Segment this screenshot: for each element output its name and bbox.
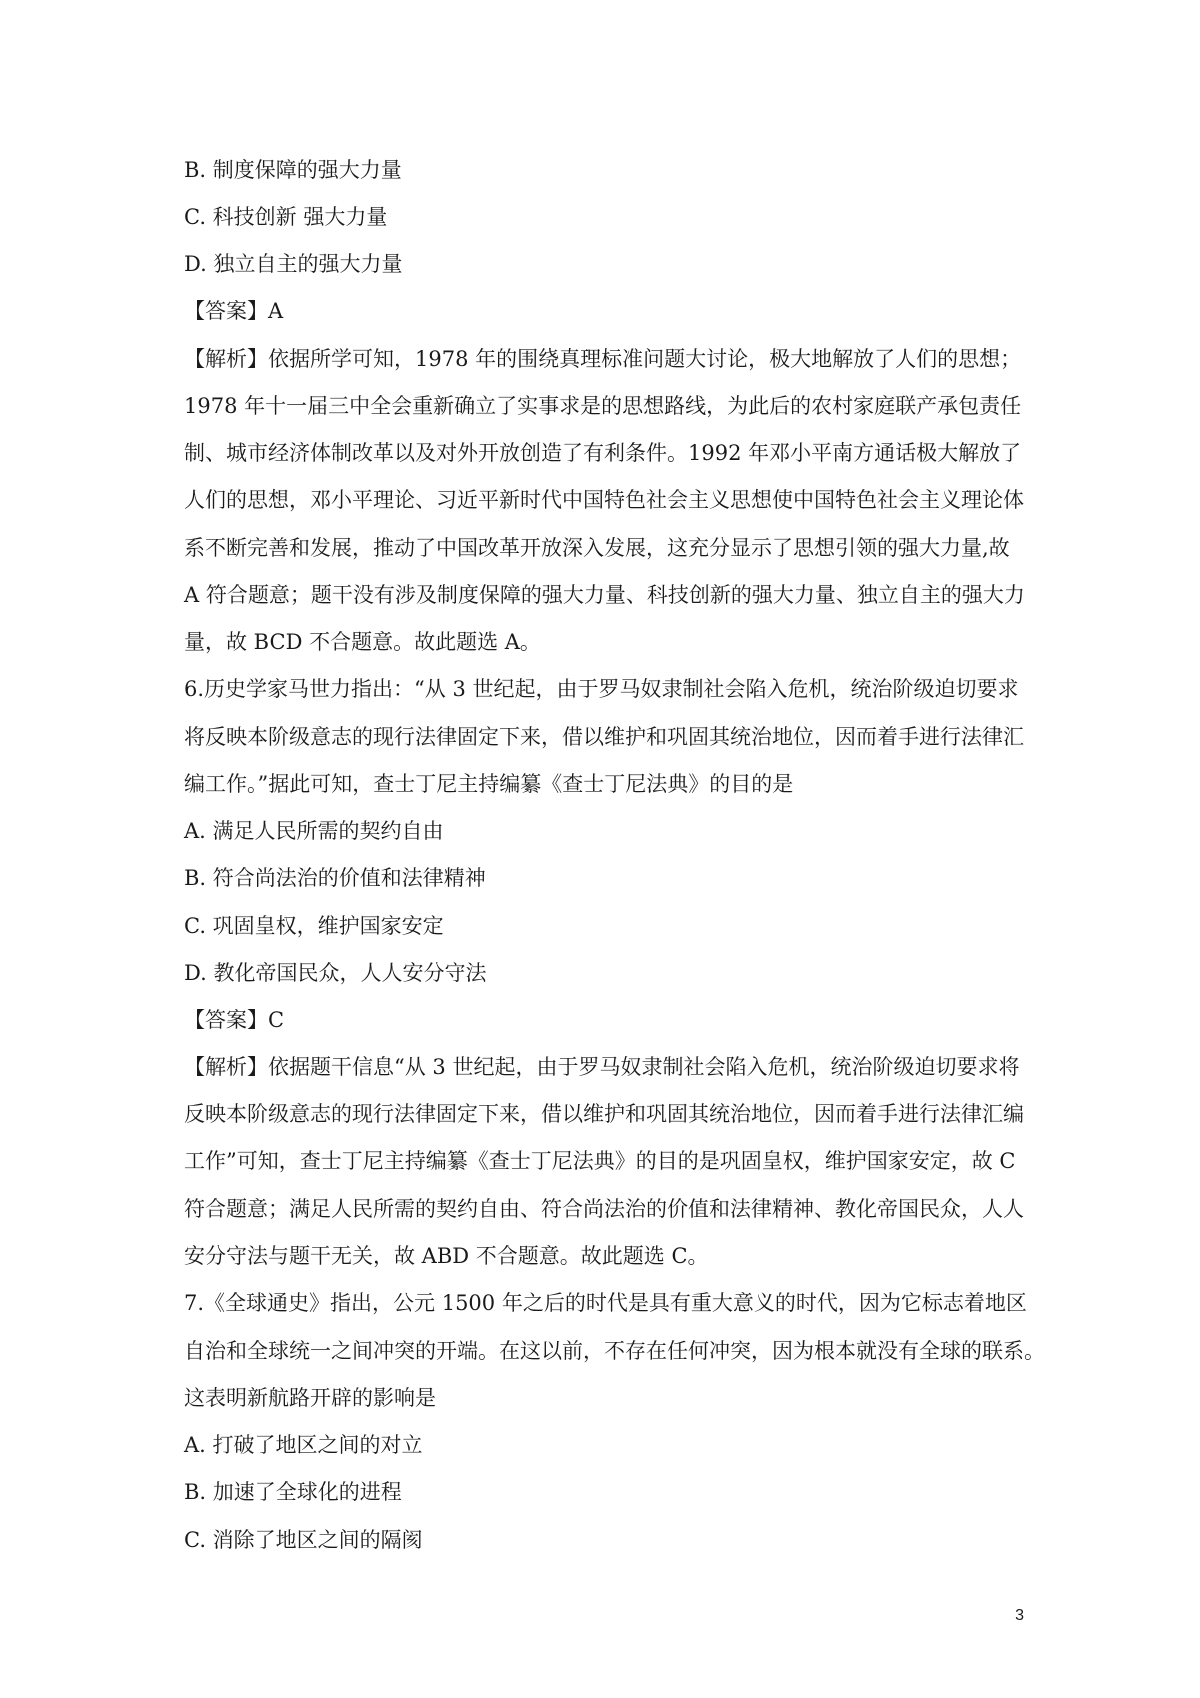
analysis-q5-line-7: 量，故 BCD 不合题意。故此题选 A。: [184, 630, 541, 654]
option-a-q6: A. 满足人民所需的契约自由: [184, 819, 444, 843]
analysis-q6-line-2: 反映本阶级意志的现行法律固定下来，借以维护和巩固其统治地位，因而着手进行法律汇编: [184, 1102, 1024, 1126]
analysis-q6-line-1: 【解析】依据题干信息“从 3 世纪起，由于罗马奴隶制社会陷入危机，统治阶级迫切要求将: [184, 1055, 1020, 1079]
page-number: 3: [1015, 1607, 1024, 1624]
analysis-q5-line-6: A 符合题意；题干没有涉及制度保障的强大力量、科技创新的强大力量、独立自主的强大力: [184, 583, 1025, 607]
analysis-q6-line-4: 符合题意；满足人民所需的契约自由、符合尚法治的价值和法律精神、教化帝国民众，人人: [184, 1197, 1024, 1221]
analysis-q5-line-1: 【解析】依据所学可知，1978 年的围绕真理标准问题大讨论，极大地解放了人们的思想；: [184, 347, 1022, 371]
analysis-q5-line-5: 系不断完善和发展，推动了中国改革开放深入发展，这充分显示了思想引领的强大力量,故: [184, 536, 1010, 560]
analysis-q6-line-3: 工作”可知，查士丁尼主持编纂《查士丁尼法典》的目的是巩固皇权，维护国家安定，故 C: [184, 1149, 1016, 1173]
question-7-line-2: 自治和全球统一之间冲突的开端。在这以前，不存在任何冲突，因为根本就没有全球的联系。: [184, 1339, 1045, 1363]
answer-q6: 【答案】C: [184, 1008, 285, 1032]
option-c-q5: C. 科技创新 强大力量: [184, 205, 388, 229]
option-d-q5: D. 独立自主的强大力量: [184, 252, 403, 276]
option-b-q5: B. 制度保障的强大力量: [184, 158, 402, 182]
option-c-q6: C. 巩固皇权，维护国家安定: [184, 914, 444, 938]
option-d-q6: D. 教化帝国民众，人人安分守法: [184, 961, 487, 985]
analysis-q5-line-3: 制、城市经济体制改革以及对外开放创造了有利条件。1992 年邓小平南方通话极大解放了: [184, 441, 1022, 465]
question-6-line-2: 将反映本阶级意志的现行法律固定下来，借以维护和巩固其统治地位，因而着手进行法律汇: [184, 725, 1024, 749]
analysis-q6-line-5: 安分守法与题干无关，故 ABD 不合题意。故此题选 C。: [184, 1244, 709, 1268]
answer-q5: 【答案】A: [184, 299, 284, 323]
question-7-line-1: 7.《全球通史》指出，公元 1500 年之后的时代是具有重大意义的时代，因为它标志着地区: [184, 1291, 1027, 1315]
analysis-q5-line-4: 人们的思想，邓小平理论、习近平新时代中国特色社会主义思想使中国特色社会主义理论体: [184, 488, 1024, 512]
option-b-q7: B. 加速了全球化的进程: [184, 1480, 402, 1504]
analysis-q5-line-2: 1978 年十一届三中全会重新确立了实事求是的思想路线，为此后的农村家庭联产承包责任: [184, 394, 1022, 418]
option-b-q6: B. 符合尚法治的价值和法律精神: [184, 866, 486, 890]
question-6-line-1: 6.历史学家马世力指出：“从 3 世纪起，由于罗马奴隶制社会陷入危机，统治阶级迫切要求: [184, 677, 1019, 701]
question-7-line-3: 这表明新航路开辟的影响是: [184, 1386, 436, 1410]
question-6-line-3: 编工作。”据此可知，查士丁尼主持编纂《查士丁尼法典》的目的是: [184, 772, 794, 796]
option-a-q7: A. 打破了地区之间的对立: [184, 1433, 423, 1457]
option-c-q7: C. 消除了地区之间的隔阂: [184, 1528, 423, 1552]
